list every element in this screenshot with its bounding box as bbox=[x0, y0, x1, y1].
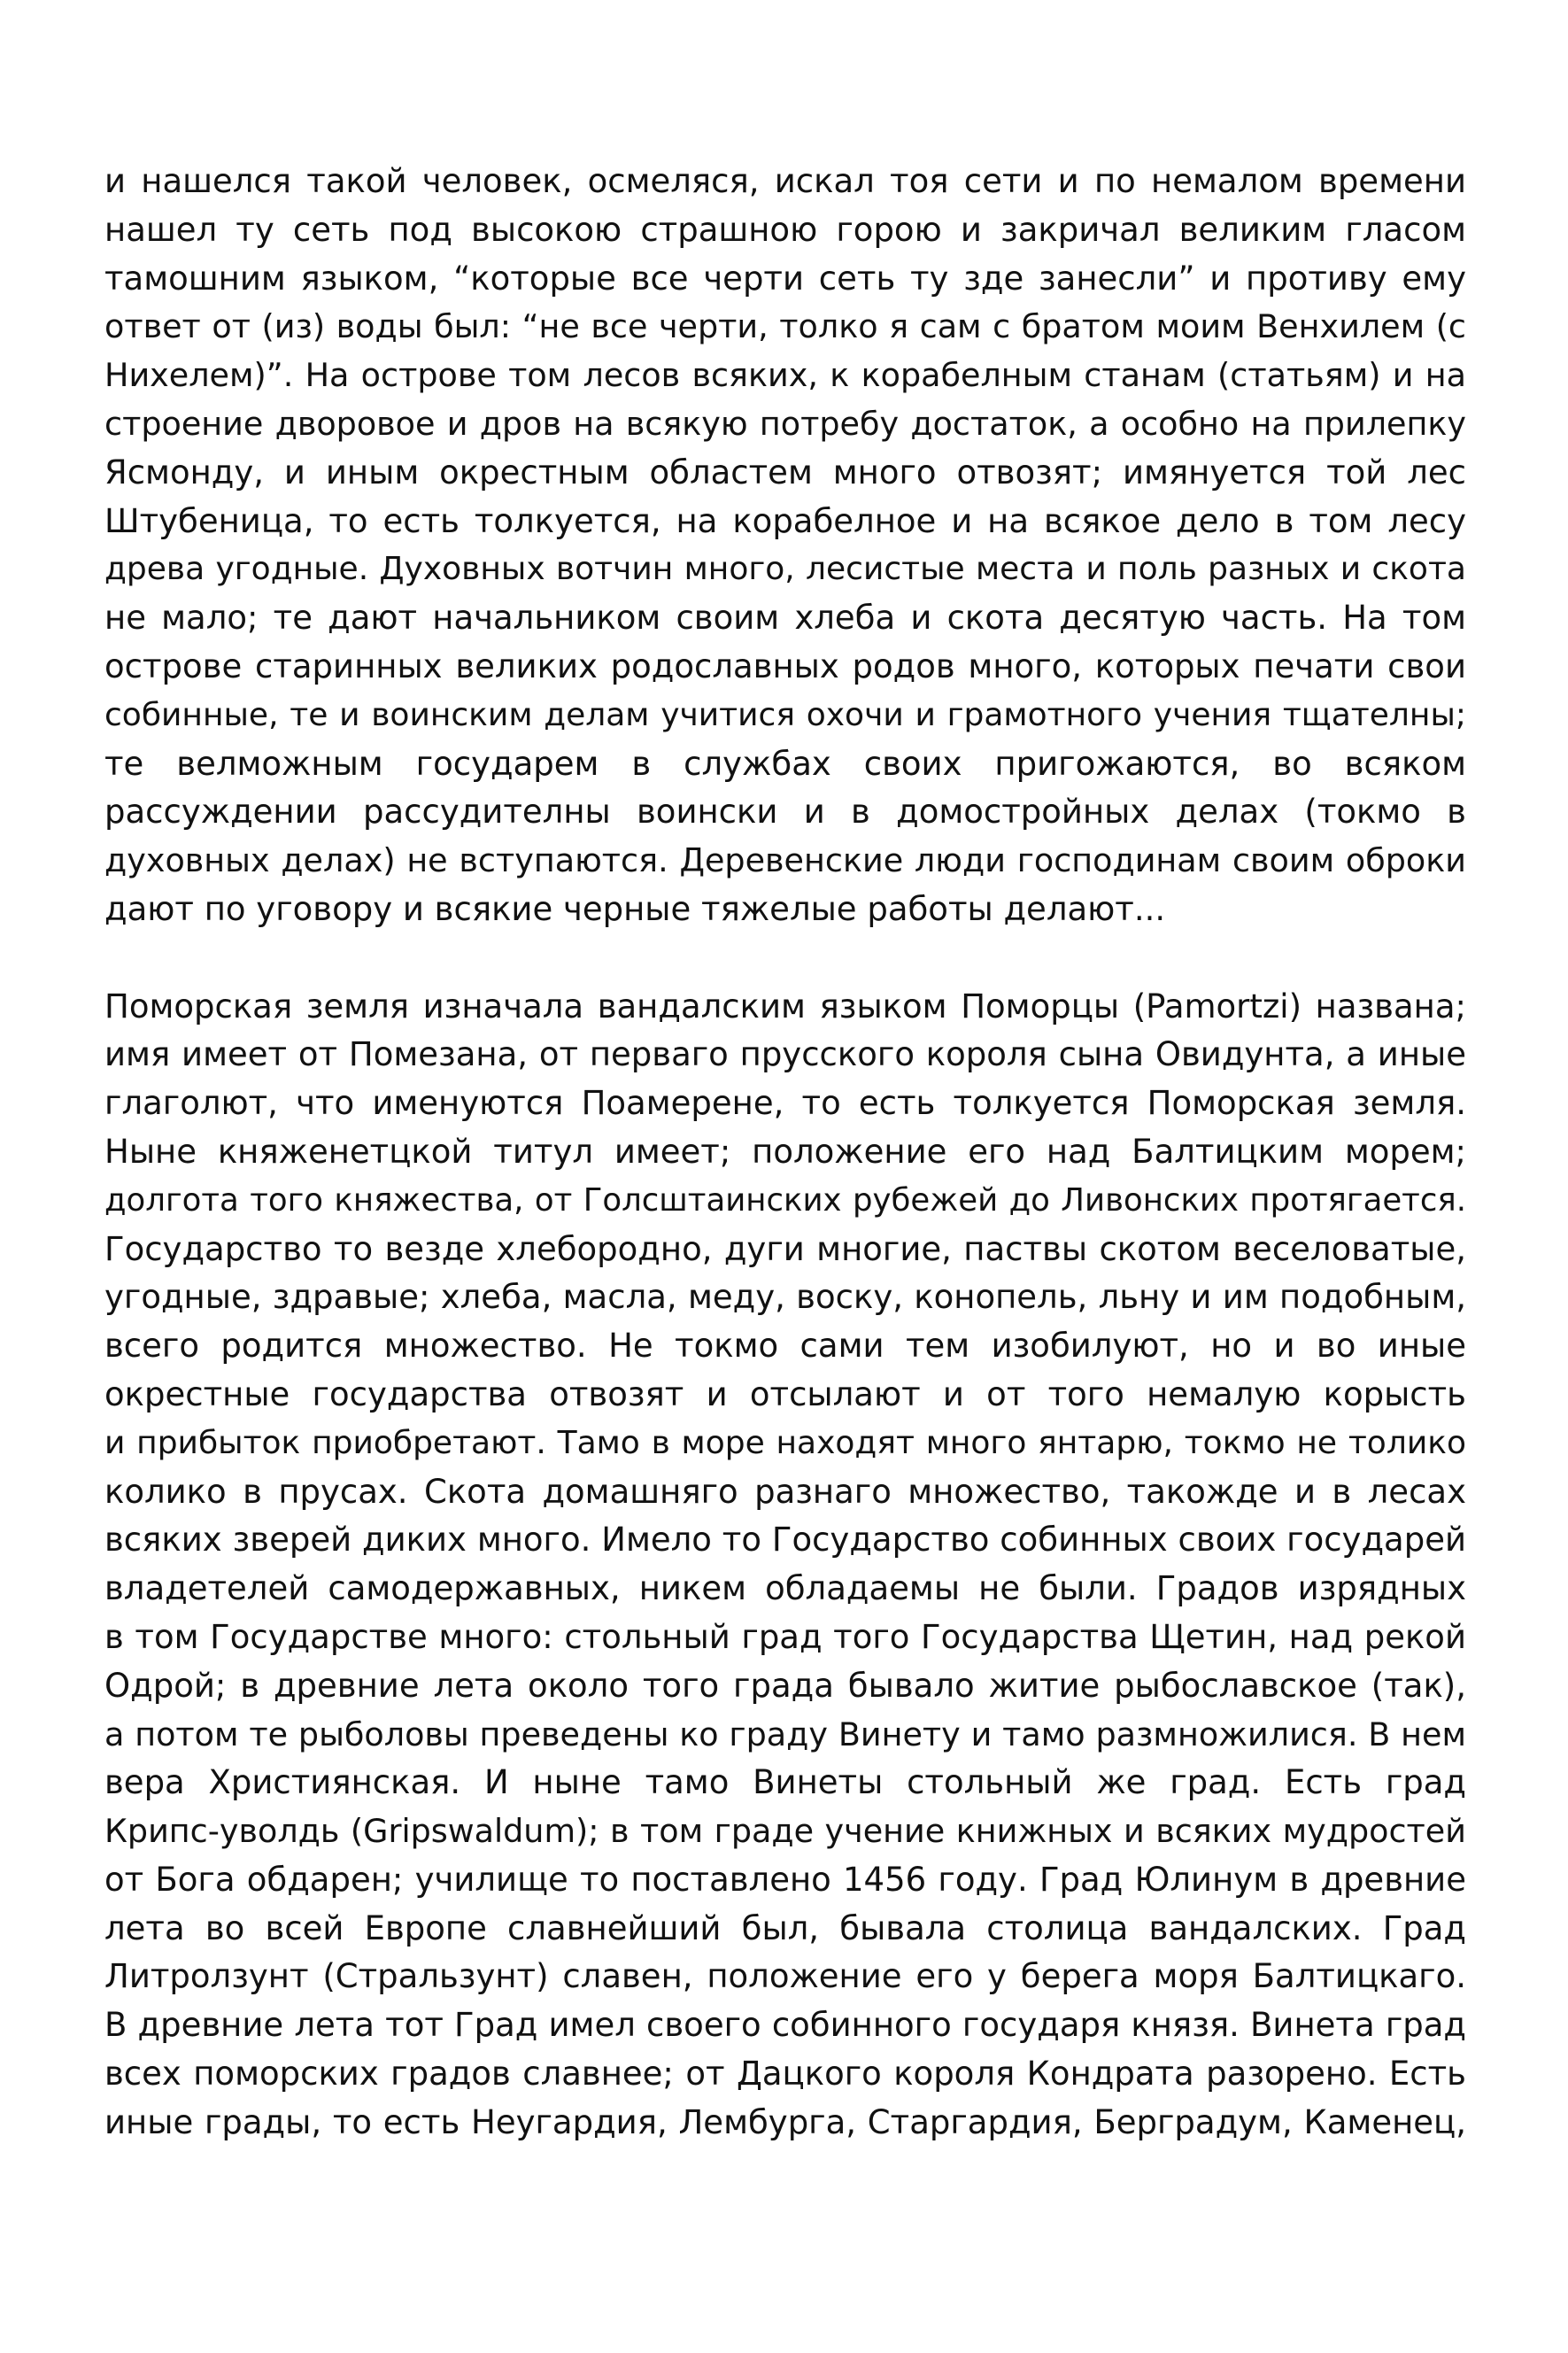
text-line: ответ от (из) воды был: “не все черти, толко я сам с братом моим Венхилем (с bbox=[104, 307, 1466, 346]
text-line: колико в прусах. Скота домашняго разнаго множество, такожде и в лесах bbox=[104, 1472, 1466, 1511]
text-line: и прибыток приобретают. Тамо в море находят много янтарю, токмо не толико bbox=[104, 1424, 1466, 1461]
text-line: всяких зверей диких много. Имело то Государство собинных своих государей bbox=[104, 1521, 1466, 1560]
text-line: лета во всей Европе славнейший был, бывала столица вандалских. Град bbox=[104, 1908, 1466, 1947]
text-line: долгота того княжества, от Голсштаинских рубежей до Ливонских протягается. bbox=[104, 1181, 1466, 1219]
text-line: Крипс-уволдь (Gripswaldum); в том граде учение книжных и всяких мудростей bbox=[104, 1812, 1466, 1851]
text-line: Поморская земля изначала вандалским языком Поморцы (Pamortzi) названа; bbox=[104, 987, 1466, 1026]
text-line: угодные, здравые; хлеба, масла, меду, воску, конопель, льну и им подобным, bbox=[104, 1278, 1466, 1317]
text-line: в том Государстве много: стольный град того Государства Щетин, над рекой bbox=[104, 1617, 1466, 1656]
paragraph-gap bbox=[104, 934, 1466, 983]
text-line: Ясмонду, и иным окрестным областем много отвозят; имянуется той лес bbox=[104, 453, 1466, 491]
text-line: Штубеница, то есть толкуется, на корабелное и на всякое дело в том лесу bbox=[104, 501, 1466, 540]
text-line: иные грады, то есть Неугардия, Лембурга, Старгардия, Берградум, Каменец, bbox=[104, 2102, 1466, 2141]
text-line: те велможным государем в службах своих пригожаются, во всяком bbox=[104, 744, 1466, 783]
document-page bbox=[104, 158, 1466, 2148]
text-line: острове старинных великих родославных родов много, которых печати свои bbox=[104, 646, 1466, 685]
text-line: всего родится множество. Не токмо сами тем изобилуют, но и во иные bbox=[104, 1327, 1466, 1366]
paragraph-1 bbox=[104, 158, 1466, 934]
text-line: всех поморских градов славнее; от Дацкого короля Кондрата разорено. Есть bbox=[104, 2055, 1466, 2094]
text-line: Нихелем)”. На острове том лесов всяких, к корабелным станам (статьям) и на bbox=[104, 356, 1466, 395]
text-line: В древние лета тот Град имел своего собинного государя князя. Винета град bbox=[104, 2006, 1466, 2045]
text-line: рассуждении рассудителны воински и в домостройных делах (токмо в bbox=[104, 793, 1466, 832]
text-line: владетелей самодержавных, никем обладаемы не были. Градов изрядных bbox=[104, 1569, 1466, 1608]
text-line: древа угодные. Духовных вотчин много, лесистые места и поль разных и скота bbox=[104, 551, 1466, 588]
text-line: Государство то везде хлебородно, дуги многие, паствы скотом веселоватые, bbox=[104, 1229, 1466, 1268]
paragraph-2 bbox=[104, 983, 1466, 2148]
text-line: а потом те рыболовы преведены ко граду Винету и тамо размножилися. В нем bbox=[104, 1714, 1466, 1753]
text-line: Одрой; в древние лета около того града бывало житие рыбославское (так), bbox=[104, 1666, 1466, 1705]
text-line: и нашелся такой человек, осмеляся, искал тоя сети и по немалом времени bbox=[104, 162, 1466, 200]
text-line: собинные, те и воинским делам учитися охочи и грамотного учения тщателны; bbox=[104, 696, 1466, 733]
text-line: имя имеет от Помезана, от перваго прусского короля сына Овидунта, а иные bbox=[104, 1035, 1466, 1074]
text-line: Литролзунт (Стральзунт) славен, положение его у берега моря Балтицкаго. bbox=[104, 1957, 1466, 1996]
text-line: строение дворовое и дров на всякую потребу достаток, а особно на прилепку bbox=[104, 404, 1466, 443]
text-line: глаголют, что именуются Поамерене, то есть толкуется Поморская земля. bbox=[104, 1084, 1466, 1123]
text-line: нашел ту сеть под высокою страшною горою и закричал великим гласом bbox=[104, 210, 1466, 249]
text-line: дают по уговору и всякие черные тяжелые работы делают... bbox=[104, 889, 1166, 928]
text-line: от Бога обдарен; училище то поставлено 1456 году. Град Юлинум в древние bbox=[104, 1860, 1466, 1899]
text-line: окрестные государства отвозят и отсылают и от того немалую корысть bbox=[104, 1374, 1466, 1413]
text-line: Ныне княженетцкой титул имеет; положение его над Балтицким морем; bbox=[104, 1132, 1466, 1171]
text-line: тамошним языком, “которые все черти сеть ту зде занесли” и противу ему bbox=[104, 259, 1466, 298]
text-line: духовных делах) не вступаются. Деревенские люди господинам своим оброки bbox=[104, 841, 1466, 880]
text-line: не мало; те дают начальником своим хлеба и скота десятую часть. На том bbox=[104, 599, 1466, 638]
text-line: вера Християнская. И ныне тамо Винеты стольный же град. Есть град bbox=[104, 1763, 1466, 1802]
